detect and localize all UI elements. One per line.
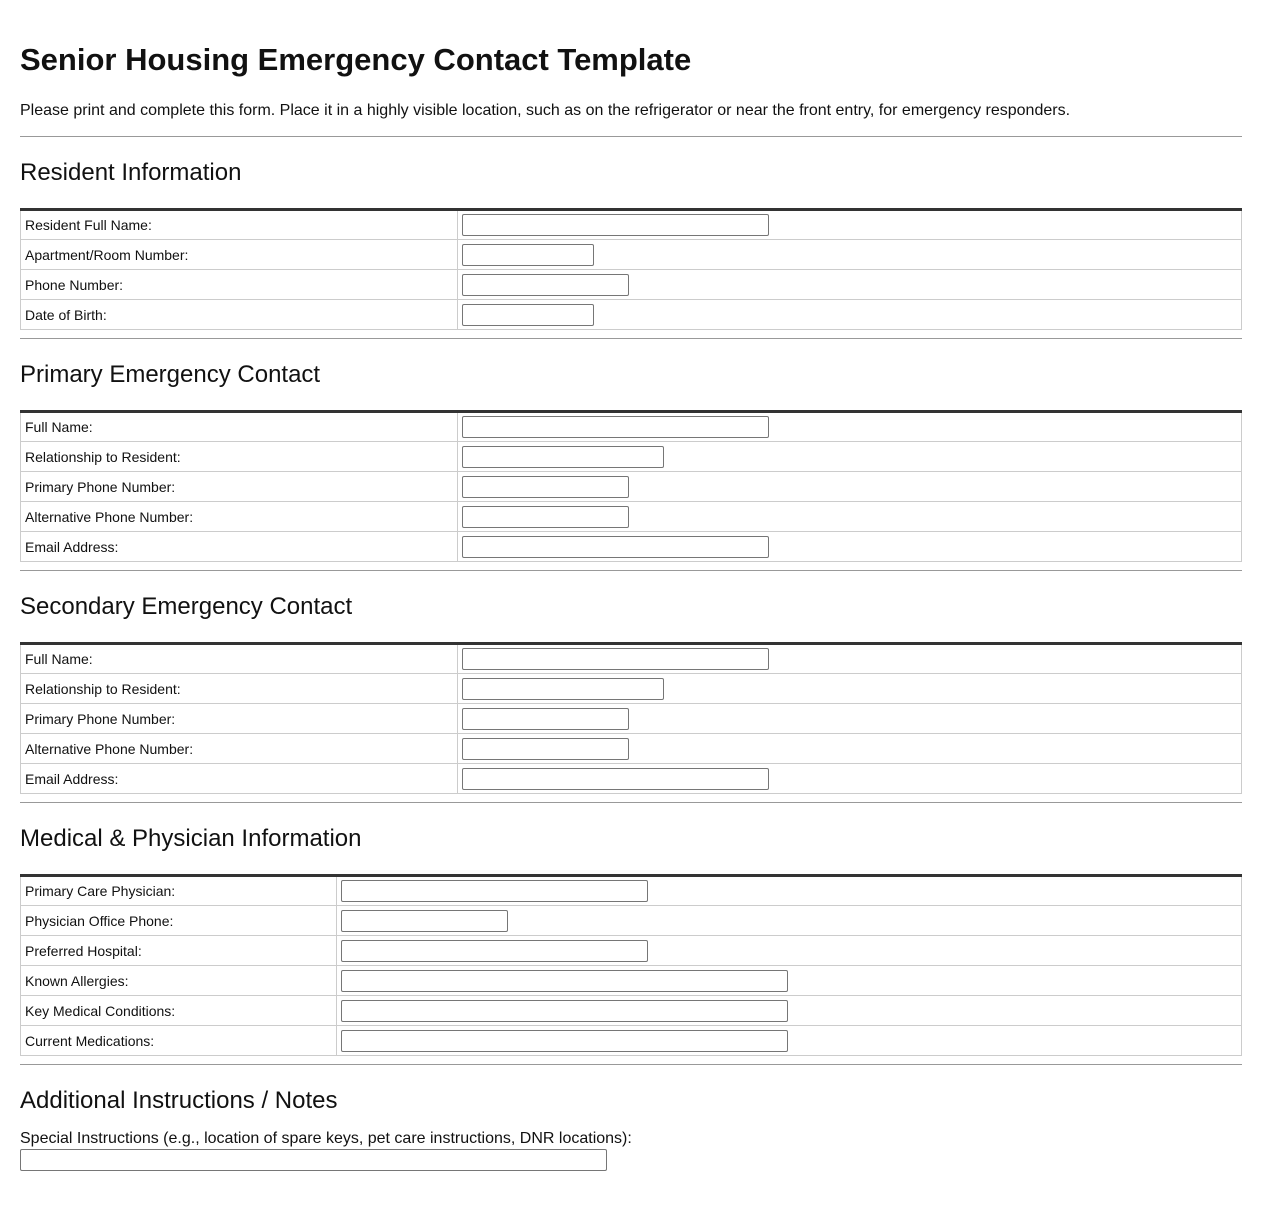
secondary-email-input[interactable] xyxy=(462,768,769,790)
secondary-alt-phone-input[interactable] xyxy=(462,738,629,760)
field-label: Email Address: xyxy=(21,764,458,794)
divider xyxy=(20,570,1242,571)
secondary-contact-table xyxy=(20,642,1242,794)
field-label: Known Allergies: xyxy=(21,966,337,996)
special-instructions-input[interactable] xyxy=(20,1149,607,1171)
medical-table xyxy=(20,874,1242,1056)
table-row xyxy=(21,532,1242,562)
field-label: Primary Phone Number: xyxy=(21,704,458,734)
table-row xyxy=(21,966,1242,996)
primary-phone-input[interactable] xyxy=(462,476,629,498)
field-label: Resident Full Name: xyxy=(21,210,458,240)
field-label: Full Name: xyxy=(21,644,458,674)
divider xyxy=(20,802,1242,803)
table-row xyxy=(21,502,1242,532)
section-heading-resident: Resident Information xyxy=(20,159,242,186)
primary-contact-table xyxy=(20,410,1242,562)
page-title: Senior Housing Emergency Contact Template xyxy=(20,42,692,77)
allergies-input[interactable] xyxy=(341,970,788,992)
field-label: Physician Office Phone: xyxy=(21,906,337,936)
primary-relationship-input[interactable] xyxy=(462,446,664,468)
field-label: Phone Number: xyxy=(21,270,458,300)
section-heading-primary: Primary Emergency Contact xyxy=(20,361,321,388)
resident-phone-input[interactable] xyxy=(462,274,629,296)
field-label: Alternative Phone Number: xyxy=(21,734,458,764)
table-row xyxy=(21,704,1242,734)
special-instructions-label: Special Instructions (e.g., location of spare keys, pet care instructions, DNR locations): xyxy=(20,1130,632,1147)
physician-phone-input[interactable] xyxy=(341,910,508,932)
conditions-input[interactable] xyxy=(341,1000,788,1022)
divider xyxy=(20,338,1242,339)
table-row xyxy=(21,764,1242,794)
field-label: Key Medical Conditions: xyxy=(21,996,337,1026)
intro-text: Please print and complete this form. Place it in a highly visible location, such as on the refrigerator or near the front entry, for emergency responders. xyxy=(20,102,1071,119)
table-row xyxy=(21,270,1242,300)
resident-table xyxy=(20,208,1242,330)
primary-name-input[interactable] xyxy=(462,416,769,438)
apartment-number-input[interactable] xyxy=(462,244,594,266)
table-row xyxy=(21,210,1242,240)
date-of-birth-input[interactable] xyxy=(462,304,594,326)
section-heading-secondary: Secondary Emergency Contact xyxy=(20,593,353,620)
divider xyxy=(20,1064,1242,1065)
table-row xyxy=(21,472,1242,502)
table-row xyxy=(21,300,1242,330)
table-row xyxy=(21,936,1242,966)
field-label: Date of Birth: xyxy=(21,300,458,330)
field-label: Email Address: xyxy=(21,532,458,562)
secondary-relationship-input[interactable] xyxy=(462,678,664,700)
primary-email-input[interactable] xyxy=(462,536,769,558)
table-row xyxy=(21,1026,1242,1056)
field-label: Relationship to Resident: xyxy=(21,442,458,472)
table-row xyxy=(21,644,1242,674)
secondary-name-input[interactable] xyxy=(462,648,769,670)
table-row xyxy=(21,674,1242,704)
field-label: Full Name: xyxy=(21,412,458,442)
field-label: Primary Phone Number: xyxy=(21,472,458,502)
field-label: Apartment/Room Number: xyxy=(21,240,458,270)
field-label: Preferred Hospital: xyxy=(21,936,337,966)
physician-input[interactable] xyxy=(341,880,648,902)
hospital-input[interactable] xyxy=(341,940,648,962)
secondary-phone-input[interactable] xyxy=(462,708,629,730)
resident-name-input[interactable] xyxy=(462,214,769,236)
section-heading-notes: Additional Instructions / Notes xyxy=(20,1087,338,1114)
primary-alt-phone-input[interactable] xyxy=(462,506,629,528)
table-row xyxy=(21,734,1242,764)
field-label: Primary Care Physician: xyxy=(21,876,337,906)
table-row xyxy=(21,996,1242,1026)
field-label: Alternative Phone Number: xyxy=(21,502,458,532)
section-heading-medical: Medical & Physician Information xyxy=(20,825,362,852)
medications-input[interactable] xyxy=(341,1030,788,1052)
table-row xyxy=(21,412,1242,442)
field-label: Relationship to Resident: xyxy=(21,674,458,704)
table-row xyxy=(21,240,1242,270)
table-row xyxy=(21,906,1242,936)
table-row xyxy=(21,876,1242,906)
table-row xyxy=(21,442,1242,472)
field-label: Current Medications: xyxy=(21,1026,337,1056)
divider xyxy=(20,136,1242,137)
